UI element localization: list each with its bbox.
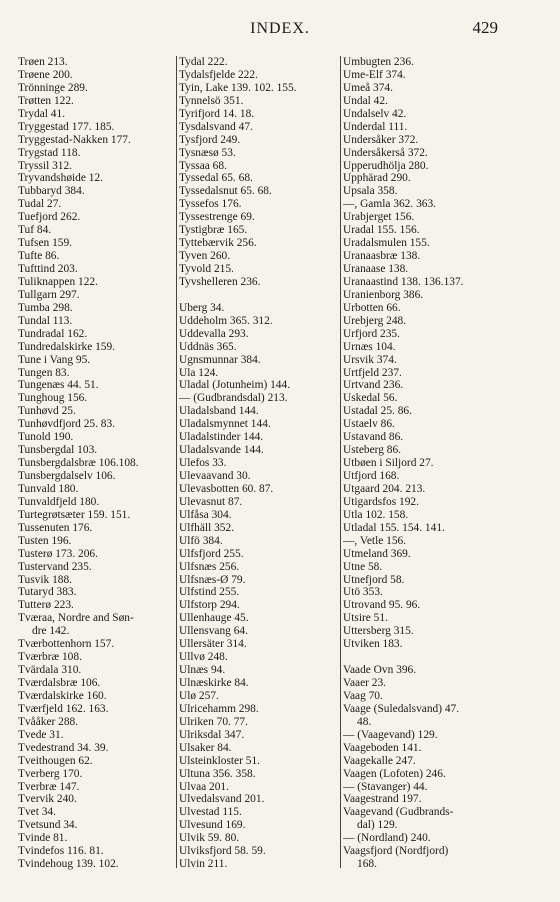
index-entry: Utsire 51. — [343, 612, 388, 625]
index-entry: Tussenuten 176. — [18, 521, 93, 534]
index-entry: Utne 58. — [343, 560, 383, 573]
index-entry: Turtegrøtsæter 159. 151. — [18, 508, 131, 521]
index-entry: Utla 102. 158. — [343, 508, 409, 521]
index-entry: Tumba 298. — [18, 301, 73, 314]
index-entry: Tværfjeld 162. 163. — [18, 702, 109, 715]
index-entry: Tundredalskirke 159. — [18, 340, 116, 353]
index-entry: Uddeholm 365. 312. — [179, 314, 273, 327]
index-entry: Ulviksfjord 58. 59. — [179, 845, 266, 858]
index-entry: Tvindehoug 139. 102. — [18, 858, 119, 871]
index-entry: Tryggestad 177. 185. — [18, 120, 115, 133]
index-entry: Tungenæs 44. 51. — [18, 379, 99, 392]
index-entry: Tusten 196. — [18, 534, 72, 547]
index-entry: —, Vetle 156. — [343, 534, 407, 547]
index-entry: Ulfåsa 304. — [179, 508, 232, 521]
index-entry: Uladalsvande 144. — [179, 444, 264, 457]
index-entry: Upphärad 290. — [343, 172, 411, 185]
index-entry: Tune i Vang 95. — [18, 353, 91, 366]
index-entry: —, Gamla 362. 363. — [343, 198, 437, 211]
index-entry: Tveithougen 62. — [18, 754, 93, 767]
index-entry: Tydalsfjelde 222. — [179, 68, 258, 81]
index-entry: Tværbræ 108. — [18, 651, 82, 664]
index-entry: Tyssedal 65. 68. — [179, 172, 253, 185]
index-entry: — (Nordland) 240. — [343, 832, 431, 845]
index-entry: Tundal 113. — [18, 314, 73, 327]
index-entry: Ulfsnæs-Ø 79. — [179, 573, 246, 586]
index-entry: 168. — [357, 858, 377, 871]
index-entry: Tværaa, Nordre and Søn- — [18, 612, 134, 625]
index-entry: Tvedestrand 34. 39. — [18, 741, 109, 754]
index-entry: Tværdalsbræ 106. — [18, 677, 101, 689]
index-entry: Trøtten 122. — [18, 94, 74, 107]
index-entry: Undersåkerså 372. — [343, 146, 428, 159]
index-entry: Tysfjord 249. — [179, 133, 241, 146]
index-column-3 — [340, 56, 543, 871]
index-entry: Ugnsmunnar 384. — [179, 353, 261, 366]
index-entry: Uradal 155. 156. — [343, 224, 420, 237]
index-entry: Ulricehamm 298. — [179, 702, 259, 715]
index-entry: — (Vaagevand) 129. — [343, 728, 438, 741]
index-entry: Uladalsmynnet 144. — [179, 418, 271, 431]
index-entry: Ulnæs 94. — [179, 664, 226, 677]
index-entry: Ullvø 248. — [179, 651, 228, 664]
index-entry: Tyssefos 176. — [179, 198, 242, 211]
index-entry: Uddnäs 365. — [179, 340, 237, 353]
index-entry: Tunhøvd 25. — [18, 405, 76, 418]
index-entry: Tullgarn 297. — [18, 288, 80, 301]
index-entry: Tyvshelleren 236. — [179, 275, 261, 288]
index-entry: Ustaelv 86. — [343, 418, 395, 431]
index-entry: Tuefjord 262. — [18, 211, 81, 224]
index-entry: Vaage (Suledalsvand) 47. — [343, 702, 460, 715]
index-entry: Tungen 83. — [18, 366, 70, 379]
index-entry: Tvervik 240. — [18, 793, 77, 806]
index-entry: Utigardsfos 192. — [343, 495, 419, 508]
index-entry: Ulfstind 255. — [179, 586, 240, 599]
index-entry: Tunsbergdal 103. — [18, 444, 98, 457]
index-entry: Ulsteinkloster 51. — [179, 754, 260, 767]
index-entry: Uskedal 56. — [343, 392, 398, 405]
index-entry: Tvååker 288. — [18, 715, 79, 728]
index-entry: Tutterø 223. — [18, 599, 74, 612]
index-entry: Tverberg 170. — [18, 767, 83, 780]
index-entry: Ultuna 356. 358. — [179, 767, 256, 780]
page-number: 429 — [472, 18, 498, 37]
index-entry: Urnæs 104. — [343, 340, 396, 353]
index-entry: Ulvesund 169. — [179, 819, 246, 832]
index-entry: dre 142. — [32, 625, 70, 638]
index-entry: dal) 129. — [357, 819, 398, 832]
index-entry: Tudal 27. — [18, 198, 62, 211]
index-entry: Tværdalskirke 160. — [18, 689, 107, 702]
index-entry: Vaade Ovn 396. — [343, 664, 417, 677]
index-entry: Tverbræ 147. — [18, 780, 80, 793]
index-entry: Urtfjeld 237. — [343, 366, 402, 379]
page-title: INDEX. — [250, 20, 310, 37]
index-entry: Uddevalla 293. — [179, 327, 249, 340]
index-entry: Vaagestrand 197. — [343, 793, 422, 806]
index-entry: Ulvestad 115. — [179, 806, 242, 819]
index-entry: Ulevaavand 30. — [179, 470, 251, 482]
index-entry: Tvetsund 34. — [18, 819, 78, 832]
index-entry: Urebjerg 248. — [343, 314, 407, 327]
index-entry: Urabjerget 156. — [343, 211, 415, 224]
index-entry: Upperudhölja 280. — [343, 159, 429, 172]
index-entry: Ustavand 86. — [343, 431, 404, 444]
index-entry: Tryssil 312. — [18, 159, 73, 172]
index-entry: Tubbaryd 384. — [18, 185, 85, 198]
index-entry: Uranaastind 138. 136.137. — [343, 275, 464, 288]
index-entry: Utnefjord 58. — [343, 573, 405, 586]
index-entry: Tyven 260. — [179, 250, 231, 263]
index-entry: Vaagevand (Gudbrands- — [343, 806, 454, 819]
index-entry: Tvede 31. — [18, 728, 64, 741]
index-entry: Tufte 86. — [18, 250, 60, 263]
index-entry: Ulriksdal 347. — [179, 728, 245, 741]
index-entry: Urbotten 66. — [343, 301, 401, 314]
index-entry: Tysdalsvand 47. — [179, 120, 253, 133]
section-gap — [179, 289, 339, 302]
index-entry: Tyrifjord 14. 18. — [179, 107, 255, 120]
index-entry: Tunvaldfjeld 180. — [18, 495, 100, 508]
index-entry: Ulevasbotten 60. 87. — [179, 482, 274, 495]
index-entry: Uranaase 138. — [343, 263, 409, 275]
index-entry: Tufsen 159. — [18, 237, 73, 250]
index-entry: Vaagsfjord (Nordfjord) — [343, 845, 449, 858]
index-entry: Undalselv 42. — [343, 107, 407, 120]
index-entry: Ulevasnut 87. — [179, 495, 243, 508]
index-entry: Tyttebærvik 256. — [179, 237, 257, 250]
index-entry: Tunold 190. — [18, 431, 74, 444]
index-entry: Umeå 374. — [343, 81, 393, 94]
index-entry: Uladalsband 144. — [179, 405, 259, 418]
index-entry: Tuf 84. — [18, 224, 52, 237]
index-entry: Tunsbergdalsbræ 106.108. — [18, 457, 139, 470]
index-entry: Trygstad 118. — [18, 146, 81, 159]
index-entry: Ustadal 25. 86. — [343, 405, 412, 418]
index-entry: Vaagekalle 247. — [343, 754, 416, 767]
index-entry: Tunsbergdalselv 106. — [18, 470, 116, 482]
index-entry: Ullensvang 64. — [179, 625, 248, 638]
index-entry: Trøene 200. — [18, 68, 73, 81]
index-entry: Tundradal 162. — [18, 327, 88, 340]
index-entry: Urtvand 236. — [343, 379, 404, 392]
index-entry: Upsala 358. — [343, 185, 398, 198]
index-entry: Ulvin 211. — [179, 858, 228, 871]
index-entry: Tryggestad-Nakken 177. — [18, 133, 131, 146]
index-entry: Ulvik 59. 80. — [179, 832, 240, 845]
index-entry: Tvet 34. — [18, 806, 56, 819]
index-entry: Ula 124. — [179, 366, 219, 379]
index-entry: Tyssedalsnut 65. 68. — [179, 185, 272, 198]
index-entry: Uladal (Jotunheim) 144. — [179, 379, 291, 392]
index-entry: Tyin, Lake 139. 102. 155. — [179, 81, 297, 94]
index-entry: Usteberg 86. — [343, 444, 401, 457]
index-entry: — (Stavanger) 44. — [343, 780, 428, 793]
index-entry: Tydal 222. — [179, 56, 228, 68]
index-entry: Utbøen i Siljord 27. — [343, 457, 434, 470]
index-entry: Tunhøvdfjord 25. 83. — [18, 418, 116, 431]
index-entry: Undal 42. — [343, 94, 388, 107]
index-entry: Utmeland 369. — [343, 547, 411, 560]
index-column-1 — [18, 56, 174, 871]
index-entry: Uranienborg 386. — [343, 288, 424, 301]
index-entry: 48. — [357, 715, 372, 728]
index-entry: Tryvandshøide 12. — [18, 172, 104, 185]
index-column-2 — [176, 56, 339, 871]
index-entry: Tutaryd 383. — [18, 586, 77, 599]
index-entry: Ullersäter 314. — [179, 638, 247, 651]
index-entry: Trøen 213. — [18, 56, 68, 68]
index-entry: Ulefos 33. — [179, 457, 227, 470]
index-entry: Tyssestrenge 69. — [179, 211, 255, 224]
index-entry: Underdal 111. — [343, 120, 408, 133]
index-entry: Ulriken 70. 77. — [179, 715, 248, 728]
index-entry: Tyvold 215. — [179, 263, 234, 275]
index-entry: Vaag 70. — [343, 689, 383, 702]
index-entry: Vaagen (Lofoten) 246. — [343, 767, 446, 780]
index-entry: Ume-Elf 374. — [343, 68, 406, 81]
index-entry: Tystigbræ 165. — [179, 224, 248, 237]
index-entry: Ulsaker 84. — [179, 741, 232, 754]
index-entry: Tuliknappen 122. — [18, 275, 98, 288]
index-entry: — (Gudbrandsdal) 213. — [179, 392, 288, 405]
index-entry: Uranaasbræ 138. — [343, 250, 421, 263]
index-entry: Utladal 155. 154. 141. — [343, 521, 445, 534]
index-entry: Urfjord 235. — [343, 327, 400, 340]
index-entry: Tustervand 235. — [18, 560, 92, 573]
index-entry: Tusvik 188. — [18, 573, 73, 586]
section-gap — [343, 651, 543, 664]
index-entry: Tvärdala 310. — [18, 664, 82, 677]
index-entry: Ulvaa 201. — [179, 780, 229, 793]
index-entry: Uladalstinder 144. — [179, 431, 264, 444]
index-entry: Ulvedalsvand 201. — [179, 793, 265, 806]
index-entry: Ulø 257. — [179, 689, 219, 702]
index-entry: Ulfhäll 352. — [179, 521, 235, 534]
index-entry: Utgaard 204. 213. — [343, 482, 426, 495]
index-entry: Uttersberg 315. — [343, 625, 414, 638]
index-entry: Tunghoug 156. — [18, 392, 88, 405]
index-entry: Utviken 183. — [343, 638, 403, 651]
index-entry: Vaaer 23. — [343, 677, 387, 689]
index-entry: Vaageboden 141. — [343, 741, 422, 754]
index-entry: Ulfsnæs 256. — [179, 560, 240, 573]
index-entry: Undersåker 372. — [343, 133, 419, 146]
index-entry: Tysnæsø 53. — [179, 146, 236, 159]
index-entry: Tvinde 81. — [18, 832, 68, 845]
index-entry: Tunvald 180. — [18, 482, 79, 495]
index-entry: Tvindefos 116. 81. — [18, 845, 104, 858]
index-entry: Utrovand 95. 96. — [343, 599, 421, 612]
index-entry: Ulfsfjord 255. — [179, 547, 244, 560]
index-entry: Tyssaa 68. — [179, 159, 227, 172]
index-entry: Trönninge 289. — [18, 81, 88, 94]
index-entry: Uradalsmulen 155. — [343, 237, 430, 250]
index-entry: Tufttind 203. — [18, 263, 78, 275]
index-entry: Ursvik 374. — [343, 353, 397, 366]
index-entry: Ullenhauge 45. — [179, 612, 249, 625]
index-entry: Tynnelsö 351. — [179, 94, 244, 107]
index-entry: Tværbottenhorn 157. — [18, 638, 115, 651]
index-entry: Utö 353. — [343, 586, 383, 599]
index-entry: Trydal 41. — [18, 107, 66, 120]
index-entry: Utfjord 168. — [343, 470, 400, 482]
index-entry: Ulnæskirke 84. — [179, 677, 249, 689]
index-entry: Uberg 34. — [179, 301, 225, 314]
index-entry: Umbugten 236. — [343, 56, 414, 68]
index-entry: Ulfö 384. — [179, 534, 223, 547]
index-entry: Ulfstorp 294. — [179, 599, 240, 612]
index-entry: Tusterø 173. 206. — [18, 547, 98, 560]
